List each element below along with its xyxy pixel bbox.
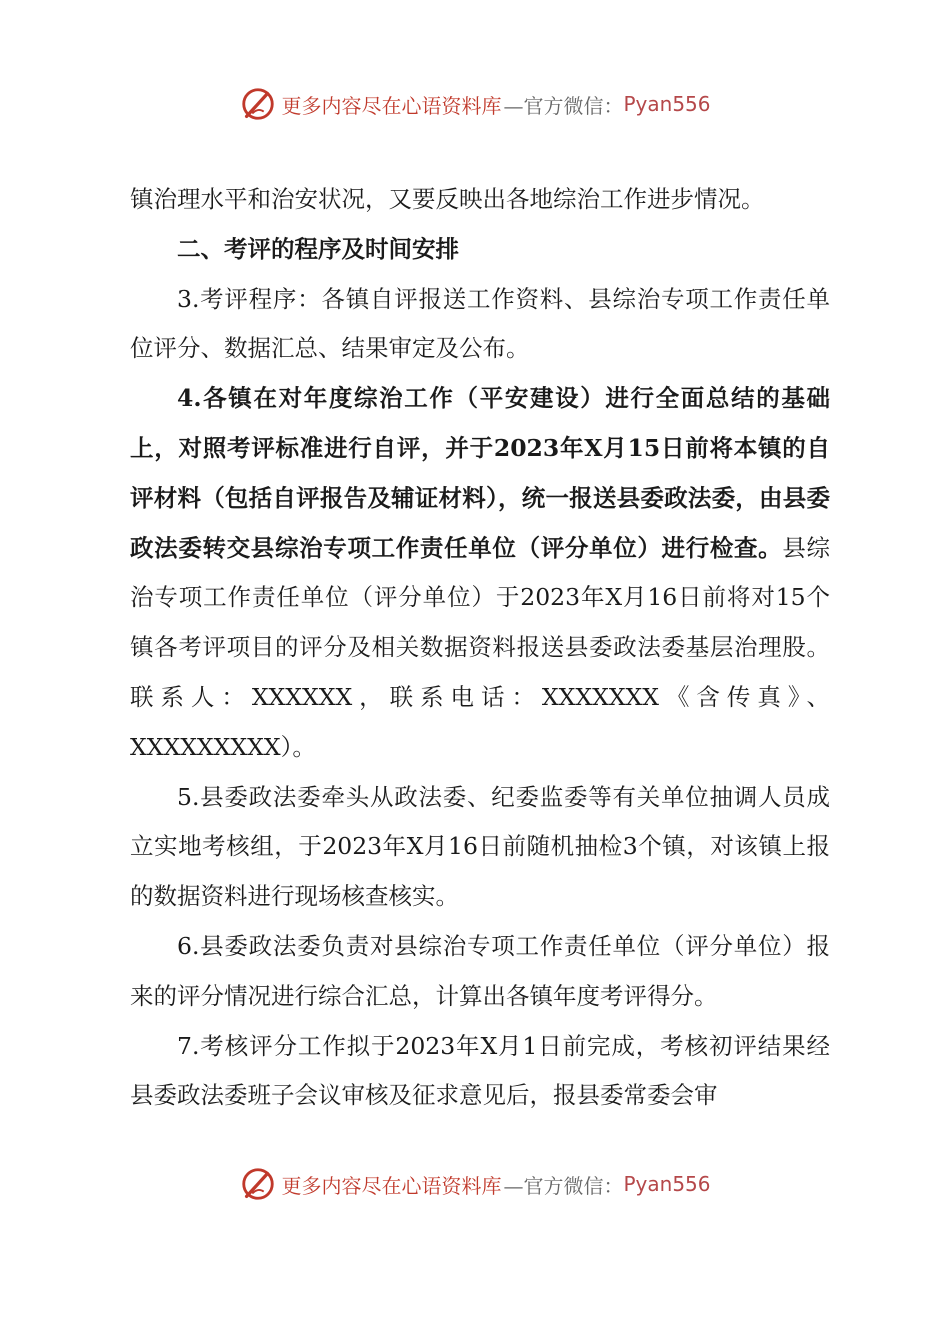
watermark-banner-bottom <box>0 1162 950 1206</box>
paragraph-4-bold: 4.各镇在对年度综治工作（平安建设）进行全面总结的基础上，对照考评标准进行自评，并于2023年X月15日前将本镇的自评材料（包括自评报告及辅证材料），统一报送县委政法委，由县委政法委转交县综治专项工作责任单位（评分单位）进行检查。 <box>130 384 830 562</box>
paragraph-5: 5.县委政法委牵头从政法委、纪委监委等有关单位抽调人员成立实地考核组，于2023年X月16日前随机抽检3个镇，对该镇上报的数据资料进行现场核查核实。 <box>130 782 830 911</box>
watermark-banner-top <box>0 82 950 126</box>
watermark-text-id: Pyan556 <box>623 1172 711 1196</box>
watermark-text-main: 更多内容尽在心语资料库 <box>281 1173 502 1198</box>
watermark-text-id: Pyan556 <box>623 92 711 116</box>
paragraph-continuation: 镇治理水平和治安状况，又要反映出各地综治工作进步情况。 <box>130 185 765 213</box>
section-heading: 二、考评的程序及时间安排 <box>177 234 459 263</box>
brush-logo-icon <box>239 85 277 123</box>
watermark-text-wechat: —官方微信： <box>503 1173 624 1198</box>
paragraph-7: 7.考核评分工作拟于2023年X月1日前完成，考核初评结果经县委政法委班子会议审核及征求意见后，报县委常委会审 <box>130 1031 830 1110</box>
paragraph-4-rest: 县综治专项工作责任单位（评分单位）于2023年X月16日前将对15个镇各考评项目的评分及相关数据资料报送县委政法委基层治理股。联系人：XXXXXX，联系电话：XXXXXXX《含传真》、XXXXXXXXX）。 <box>130 533 831 761</box>
paragraph-6: 6.县委政法委负责对县综治专项工作责任单位（评分单位）报来的评分情况进行综合汇总，计算出各镇年度考评得分。 <box>130 931 830 1010</box>
watermark-text-wechat: —官方微信： <box>503 93 624 118</box>
watermark-text-main: 更多内容尽在心语资料库 <box>281 93 502 118</box>
paragraph-3: 3.考评程序：各镇自评报送工作资料、县综治专项工作责任单位评分、数据汇总、结果审定及公布。 <box>130 284 830 363</box>
paragraph-4 <box>130 374 830 772</box>
document-body <box>130 175 830 1121</box>
brush-logo-icon <box>239 1165 277 1203</box>
